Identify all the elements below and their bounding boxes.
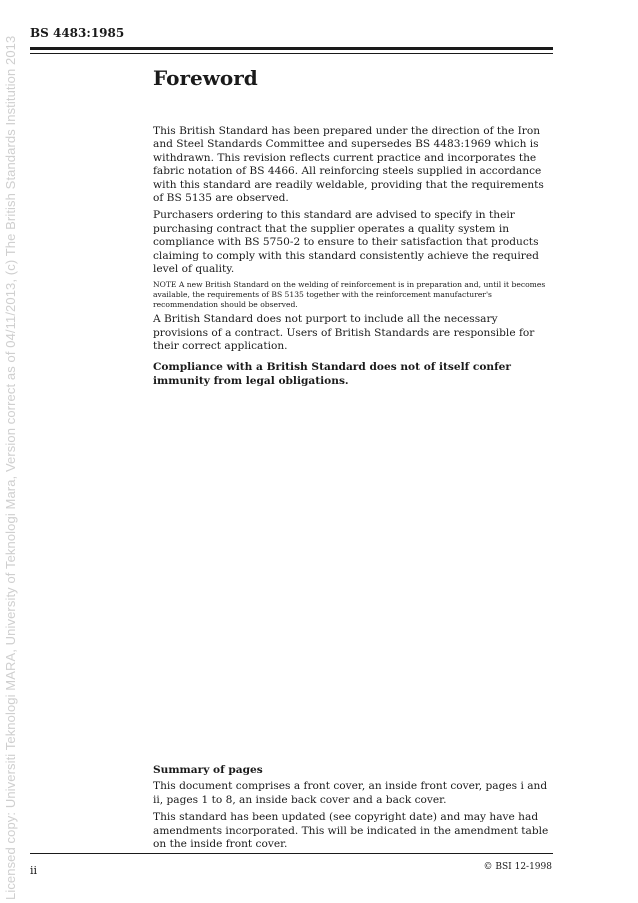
summary-title: Summary of pages (153, 764, 263, 776)
header-rule-thin (30, 53, 553, 54)
foreword-note: NOTE A new British Standard on the welding of reinforcement is in preparation and, until it becomes available, the requirements of BS 5135 together with the reinforcement manufacturer's recommendation should be observed. (153, 280, 546, 309)
foreword-paragraph-1: This British Standard has been prepared under the direction of the Iron and Steel Standards Committee and supersedes BS 4483:1969 which is withdrawn. This revision reflects current practice and incorporates the fabric notation of BS 4466. All reinforcing steels supplied in accordance with this standard are readily weldable, providing that the requirements of BS 5135 are observed. (153, 125, 544, 205)
footer-rule (30, 853, 553, 854)
summary-paragraph-1: This document comprises a front cover, an inside front cover, pages i and ii, pages 1 to 8, an inside back cover and a back cover. (153, 780, 548, 806)
header-rule-thick (30, 47, 553, 50)
copyright-notice: © BSI 12-1998 (483, 862, 552, 872)
page-number: ii (30, 864, 38, 877)
document-code: BS 4483:1985 (30, 26, 125, 40)
foreword-body (153, 125, 555, 392)
summary-paragraph-2: This standard has been updated (see copyright date) and may have had amendments incorporated. This will be indicated in the amendment table on the inside front cover. (153, 811, 549, 851)
foreword-paragraph-2: Purchasers ordering to this standard are advised to specify in their purchasing contract that the supplier operates a quality system in compliance with BS 5750-2 to ensure to their satisfaction that products claiming to comply with this standard consistently achieve the required level of quality. (153, 209, 539, 276)
compliance-statement: Compliance with a British Standard does not of itself confer immunity from legal obligations. (153, 361, 511, 387)
summary-of-pages (153, 764, 555, 855)
foreword-paragraph-3: A British Standard does not purport to include all the necessary provisions of a contract. Users of British Standards are responsible for their correct application. (153, 313, 535, 353)
page-title: Foreword (153, 66, 258, 90)
license-watermark: Licensed copy: Universiti Teknologi MARA, University of Teknologi Mara, Version correct as of 04/11/2013, (c) The British Standards Institution 2013 (3, 35, 18, 900)
